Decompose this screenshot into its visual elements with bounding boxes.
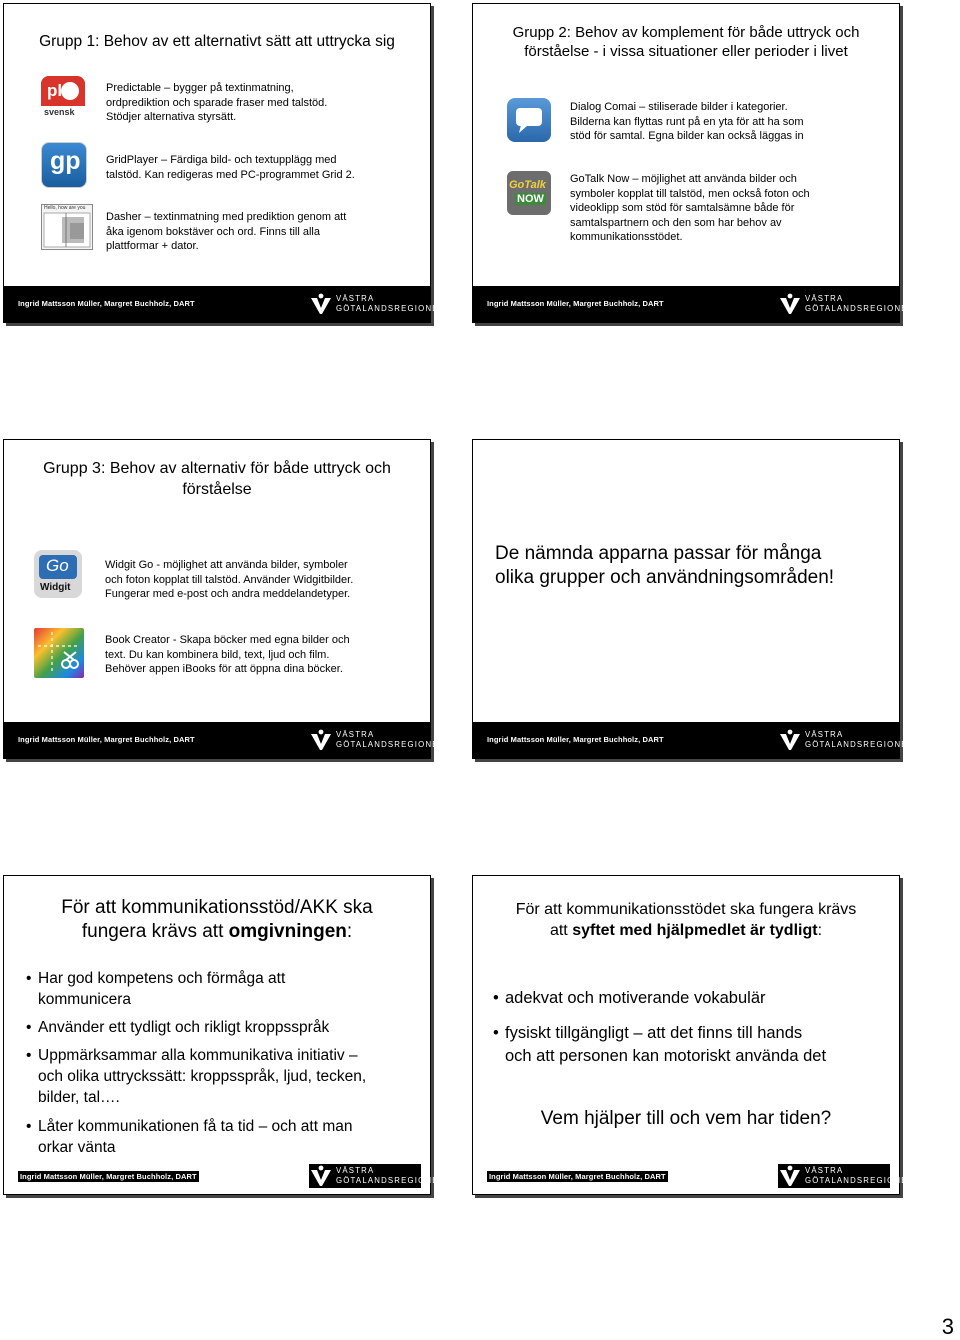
- slide-1: [3, 3, 446, 323]
- app-description: Widgit Go - möjlighet att använda bilder, symboler och foton kopplat till talstöd. Använder Widgitbilder. Fungerar med e-post och andra meddelandetyper.: [105, 559, 354, 600]
- speech-bubble-icon: [507, 98, 551, 142]
- bullet-item: • Låter kommunikationen få ta tid – och att man orkar vänta: [26, 1116, 352, 1158]
- predictable-icon: pl svensk: [41, 76, 85, 120]
- slide-footer: Ingrid Mattsson Müller, Margret Buchholz, DART VÄSTRA GÖTALANDSREGIONEN: [473, 722, 899, 758]
- bullet-item: • Använder ett tydligt och rikligt kroppsspråk: [26, 1017, 329, 1038]
- footer-authors: Ingrid Mattsson Müller, Margret Buchholz, DART: [487, 735, 664, 744]
- summary-text: De nämnda apparna passar för många olika grupper och användningsområden!: [495, 543, 835, 588]
- footer-authors: Ingrid Mattsson Müller, Margret Buchholz, DART: [18, 735, 195, 744]
- slide-footer: [473, 1158, 915, 1194]
- bullet-item: • Uppmärksammar alla kommunikativa initiativ – och olika uttryckssätt: kroppsspråk, ljud, tecken, bilder, tal….: [26, 1045, 366, 1108]
- slide-title: Grupp 1: Behov av ett alternativt sätt att uttrycka sig: [39, 33, 395, 50]
- vgregion-logo: VÄSTRA GÖTALANDSREGIONEN: [309, 1164, 421, 1188]
- gotalk-icon: GoTalk NOW: [507, 171, 551, 215]
- slide-footer: Ingrid Mattsson Müller, Margret Buchholz, DART VÄSTRA GÖTALANDSREGIONEN: [4, 722, 430, 758]
- bullet-item: • Har god kompetens och förmåga att kommunicera: [26, 968, 285, 1010]
- slide-6: [472, 875, 915, 1195]
- app-description: Book Creator - Skapa böcker med egna bilder och text. Du kan kombinera bild, text, ljud och film. Behöver appen iBooks för att öppna dina böcker.: [105, 634, 350, 675]
- slide-4: [472, 439, 915, 759]
- slide-2: [472, 3, 915, 323]
- footer-authors: Ingrid Mattsson Müller, Margret Buchholz, DART: [18, 299, 195, 308]
- slide-title: Grupp 2: Behov av komplement för både uttryck och förståelse - i vissa situationer eller perioder i livet: [512, 24, 860, 60]
- closing-question: Vem hjälper till och vem har tiden?: [540, 1108, 832, 1129]
- footer-authors: Ingrid Mattsson Müller, Margret Buchholz, DART: [487, 299, 664, 308]
- slide-footer: Ingrid Mattsson Müller, Margret Buchholz, DART VÄSTRA GÖTALANDSREGIONEN: [473, 286, 899, 322]
- page-number: 3: [941, 1314, 954, 1339]
- gridplayer-icon: gp: [41, 142, 87, 188]
- app-description: GridPlayer – Färdiga bild- och textupplägg med talstöd. Kan redigeras med PC-programmet Grid 2.: [106, 154, 355, 181]
- slide-5: [3, 875, 446, 1195]
- book-creator-icon: [34, 628, 84, 678]
- slide-footer: [4, 1158, 446, 1194]
- slide-title: För att kommunikationsstödet ska fungera krävs att syftet med hjälpmedlet är tydligt:: [515, 901, 857, 939]
- slide-3: [3, 439, 446, 759]
- footer-authors: Ingrid Mattsson Müller, Margret Buchholz, DART: [489, 1172, 666, 1181]
- slide-title: För att kommunikationsstöd/AKK ska fungera krävs att omgivningen:: [61, 897, 373, 942]
- footer-authors: Ingrid Mattsson Müller, Margret Buchholz, DART: [20, 1172, 197, 1181]
- bullet-item: • fysiskt tillgängligt – att det finns till hands och att personen kan motoriskt använda det: [493, 1022, 826, 1068]
- app-description: Dialog Comai – stiliserade bilder i kategorier. Bilderna kan flyttas runt på en yta för att ha som stöd för samtal. Egna bilder kan också läggas in: [570, 101, 804, 142]
- slide-footer: Ingrid Mattsson Müller, Margret Buchholz, DART VÄSTRA GÖTALANDSREGIONEN: [4, 286, 430, 322]
- bullet-item: • adekvat och motiverande vokabulär: [493, 988, 766, 1009]
- widgit-go-icon: Go Widgit: [34, 550, 82, 598]
- app-description: Predictable – bygger på textinmatning, ordprediktion och sparade fraser med talstöd. Stödjer alternativa styrsätt.: [106, 82, 328, 123]
- dasher-icon: Hello, how are you: [41, 204, 93, 250]
- app-description: Dasher – textinmatning med prediktion genom att åka igenom bokstäver och ord. Finns till alla plattformar + dator.: [106, 211, 347, 252]
- app-description: GoTalk Now – möjlighet att använda bilder och symboler kopplat till talstöd, men också foton och videoklipp som stöd för samtalsämne både för samtalspartnern och den som har behov av kommunikationsstödet.: [570, 173, 810, 243]
- slide-title: Grupp 3: Behov av alternativ för både uttryck och förståelse: [43, 460, 391, 498]
- vgregion-logo: VÄSTRA GÖTALANDSREGIONEN: [778, 1164, 890, 1188]
